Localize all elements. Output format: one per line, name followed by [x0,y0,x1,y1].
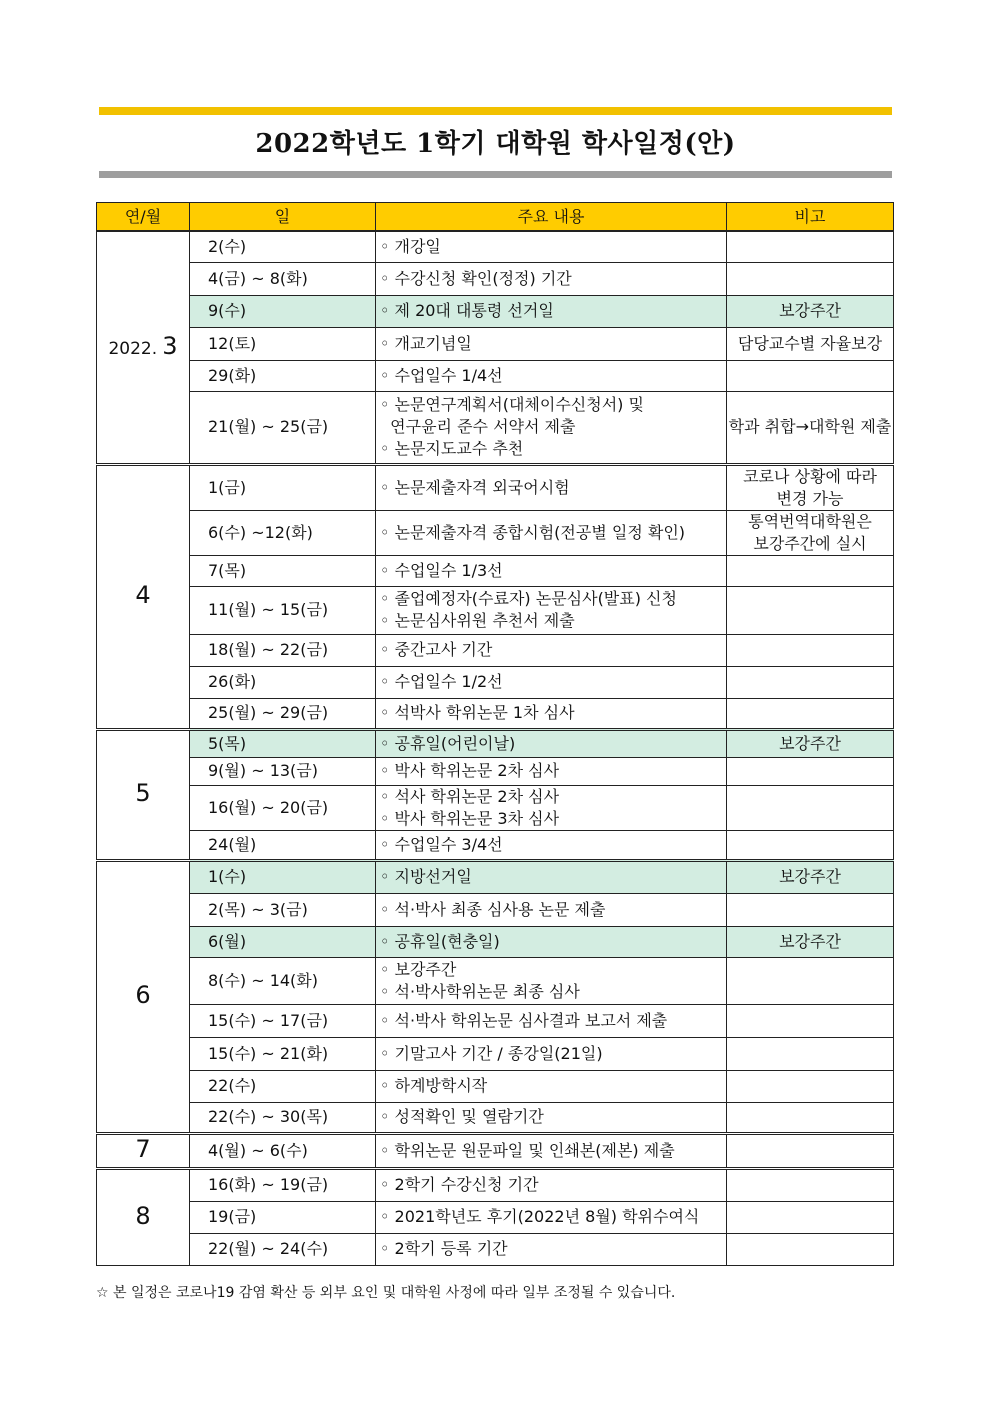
content-line: ◦ 박사 학위논문 3차 심사 [380,808,560,828]
content-line: ◦ 석·박사 최종 심사용 논문 제출 [380,899,606,919]
day-cell: 25(월) ~ 29(금) [190,698,376,729]
note-cell [727,1004,894,1037]
content-line: ◦ 수업일수 1/4선 [380,365,503,385]
day-cell: 12(토) [190,327,376,360]
note-cell: 담당교수별 자율보강 [727,327,894,360]
header-month: 연/월 [97,203,190,232]
content-cell [376,1201,727,1233]
note-cell [727,785,894,830]
title-top-rule [99,107,892,115]
note-cell [727,586,894,634]
note-cell [727,1070,894,1102]
content-line: ◦ 석·박사 학위논문 심사결과 보고서 제출 [380,1010,668,1030]
table-row [97,262,894,295]
content-line: ◦ 석박사 학위논문 1차 심사 [380,703,575,722]
content-line: ◦ 제 20대 대통령 선거일 [380,301,554,320]
day-cell: 11(월) ~ 15(금) [190,586,376,634]
month-cell [97,860,190,1133]
month-label: 7 [135,1135,151,1163]
table-header-row [97,203,894,232]
content-cell [376,555,727,586]
header-note: 비고 [727,203,894,232]
content-cell [376,231,727,262]
day-cell: 26(화) [190,666,376,698]
table-row [97,464,894,510]
table-row [97,1102,894,1133]
content-line: ◦ 공휴일(현충일) [380,931,500,951]
note-cell [727,1037,894,1070]
content-line: ◦ 수업일수 1/3선 [380,560,503,580]
note-cell [727,634,894,666]
content-cell [376,830,727,860]
table-row [97,1037,894,1070]
note-cell: 보강주간 [727,729,894,757]
content-cell [376,586,727,634]
table-row [97,926,894,957]
content-line: ◦ 학위논문 원문파일 및 인쇄본(제본) 제출 [380,1140,675,1160]
note-cell: 코로나 상황에 따라 변경 가능 [727,464,894,510]
note-cell: 보강주간 [727,860,894,893]
content-cell [376,360,727,391]
content-line: ◦ 수강신청 확인(정정) 기간 [380,268,572,288]
table-row [97,634,894,666]
content-line: ◦ 논문연구계획서(대체이수신청서) 및 [380,395,644,414]
table-row [97,510,894,555]
page-title: 2022학년도 1학기 대학원 학사일정(안) [255,129,736,159]
content-line: ◦ 하계방학시작 [380,1076,488,1095]
table-row [97,893,894,926]
content-line: ◦ 논문지도교수 추천 [380,439,524,458]
note-cell [727,757,894,785]
table-row [97,391,894,464]
day-cell: 15(수) ~ 21(화) [190,1037,376,1070]
table-row [97,555,894,586]
day-cell: 1(금) [190,464,376,510]
month-label: 3 [162,331,178,360]
table-row [97,586,894,634]
note-cell: 학과 취합→대학원 제출 [727,391,894,464]
content-line: ◦ 논문제출자격 외국어시험 [380,477,570,497]
content-line: ◦ 수업일수 1/2선 [380,672,503,691]
content-cell [376,1133,727,1168]
table-row [97,231,894,262]
note-cell [727,1168,894,1201]
content-cell [376,510,727,555]
month-cell [97,1168,190,1265]
table-row [97,698,894,729]
content-line: ◦ 성적확인 및 열람기간 [380,1107,544,1126]
day-cell: 19(금) [190,1201,376,1233]
day-cell: 22(월) ~ 24(수) [190,1233,376,1265]
table-row [97,327,894,360]
content-cell [376,860,727,893]
content-line: ◦ 석·박사학위논문 최종 심사 [380,981,580,1001]
table-row [97,785,894,830]
note-cell [727,830,894,860]
month-label: 4 [135,581,151,609]
content-cell [376,464,727,510]
day-cell: 9(월) ~ 13(금) [190,757,376,785]
content-cell [376,634,727,666]
content-cell [376,666,727,698]
day-cell: 2(목) ~ 3(금) [190,893,376,926]
content-cell [376,1102,727,1133]
schedule-body [97,231,894,1265]
content-line: ◦ 보강주간 [380,959,457,979]
month-year-prefix: 2022. [108,338,158,359]
day-cell: 5(목) [190,729,376,757]
day-cell: 7(목) [190,555,376,586]
note-cell [727,666,894,698]
content-line: ◦ 졸업예정자(수료자) 논문심사(발표) 신청 [380,589,677,608]
content-cell [376,391,727,464]
table-row [97,666,894,698]
content-cell [376,1037,727,1070]
table-row [97,757,894,785]
table-row [97,295,894,327]
table-row [97,860,894,893]
note-cell: 통역번역대학원은 보강주간에 실시 [727,510,894,555]
month-cell [97,231,190,464]
content-cell [376,893,727,926]
table-row [97,957,894,1004]
content-line: ◦ 기말고사 기간 / 종강일(21일) [380,1043,603,1063]
header-content: 주요 내용 [376,203,727,232]
content-line: ◦ 수업일수 3/4선 [380,834,503,854]
content-cell [376,1070,727,1102]
day-cell: 22(수) [190,1070,376,1102]
day-cell: 4(월) ~ 6(수) [190,1133,376,1168]
content-cell [376,1004,727,1037]
note-cell: 보강주간 [727,926,894,957]
note-cell [727,1133,894,1168]
footnote: ☆ 본 일정은 코로나19 감염 확산 등 외부 요인 및 대학원 사정에 따라 일부 조정될 수 있습니다. [96,1285,676,1301]
content-cell [376,698,727,729]
table-row [97,1233,894,1265]
header-day: 일 [190,203,376,232]
day-cell: 18(월) ~ 22(금) [190,634,376,666]
content-cell [376,757,727,785]
day-cell: 4(금) ~ 8(화) [190,262,376,295]
content-line: ◦ 중간고사 기간 [380,640,493,659]
content-cell [376,262,727,295]
day-cell: 6(수) ~12(화) [190,510,376,555]
content-line: ◦ 2학기 수강신청 기간 [380,1175,539,1194]
month-label: 5 [135,779,151,807]
table-row [97,360,894,391]
note-cell [727,231,894,262]
note-cell [727,1233,894,1265]
content-line: ◦ 공휴일(어린이날) [380,733,516,753]
month-label: 6 [135,981,151,1009]
content-line: ◦ 박사 학위논문 2차 심사 [380,761,560,780]
content-cell [376,1168,727,1201]
content-line: ◦ 2021학년도 후기(2022년 8월) 학위수여식 [380,1207,700,1226]
note-cell [727,262,894,295]
day-cell: 29(화) [190,360,376,391]
schedule-table [96,202,894,1266]
title-bottom-rule [99,171,892,178]
content-cell [376,327,727,360]
content-cell [376,957,727,1004]
content-line: ◦ 석사 학위논문 2차 심사 [380,786,560,806]
day-cell: 6(월) [190,926,376,957]
content-line: ◦ 2학기 등록 기간 [380,1239,508,1258]
month-cell [97,1133,190,1168]
content-cell [376,729,727,757]
day-cell: 9(수) [190,295,376,327]
day-cell: 8(수) ~ 14(화) [190,957,376,1004]
month-label: 8 [135,1201,151,1230]
content-line: ◦ 논문심사위원 추천서 제출 [380,611,575,630]
content-cell [376,785,727,830]
day-cell: 1(수) [190,860,376,893]
day-cell: 16(월) ~ 20(금) [190,785,376,830]
note-cell [727,893,894,926]
table-row [97,1201,894,1233]
day-cell: 2(수) [190,231,376,262]
note-cell [727,957,894,1004]
content-line: 연구윤리 준수 서약서 제출 [380,417,576,436]
content-line: ◦ 개교기념일 [380,333,472,353]
table-row [97,1133,894,1168]
note-cell [727,360,894,391]
content-cell [376,1233,727,1265]
content-cell [376,926,727,957]
month-cell [97,464,190,729]
day-cell: 21(월) ~ 25(금) [190,391,376,464]
note-cell: 보강주간 [727,295,894,327]
table-row [97,1168,894,1201]
content-line: ◦ 지방선거일 [380,867,472,886]
table-row [97,1004,894,1037]
note-cell [727,555,894,586]
day-cell: 15(수) ~ 17(금) [190,1004,376,1037]
note-cell [727,698,894,729]
content-line: ◦ 개강일 [380,236,441,256]
day-cell: 24(월) [190,830,376,860]
content-line: ◦ 논문제출자격 종합시험(전공별 일정 확인) [380,522,686,542]
day-cell: 16(화) ~ 19(금) [190,1168,376,1201]
day-cell: 22(수) ~ 30(목) [190,1102,376,1133]
table-row [97,729,894,757]
table-row [97,830,894,860]
table-row [97,1070,894,1102]
note-cell [727,1102,894,1133]
note-cell [727,1201,894,1233]
content-cell [376,295,727,327]
month-cell [97,729,190,860]
